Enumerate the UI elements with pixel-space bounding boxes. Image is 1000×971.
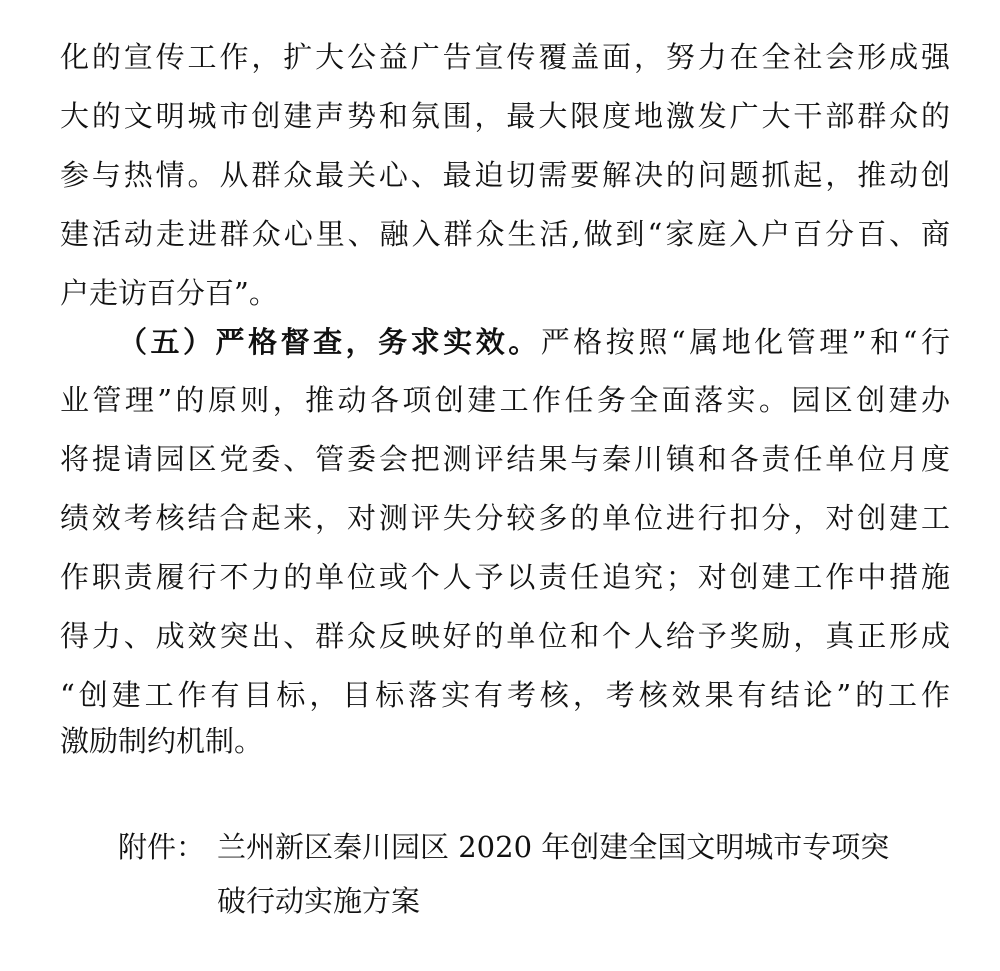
- text-line: 大的文明城市创建声势和氛围，最大限度地激发广大干部群众的: [60, 99, 950, 133]
- attachment-label: 附件：: [118, 830, 206, 864]
- text-line: 户走访百分百”。: [60, 276, 278, 310]
- attachment-title-line-2: 破行动实施方案: [217, 884, 421, 918]
- text-line: “创建工作有目标，目标落实有考核，考核效果有结论”的工作: [60, 678, 950, 712]
- text-line: 得力、成效突出、群众反映好的单位和个人给予奖励，真正形成: [60, 619, 950, 653]
- text-line: 化的宣传工作，扩大公益广告宣传覆盖面，努力在全社会形成强: [60, 40, 950, 74]
- attachment-title-line-1: 兰州新区秦川园区 2020 年创建全国文明城市专项突: [217, 830, 890, 864]
- text-line: 激励制约机制。: [60, 724, 264, 758]
- text-line: 建活动走进群众心里、融入群众生活,做到“家庭入户百分百、商: [60, 217, 950, 251]
- section-heading: （五）严格督查，务求实效。: [118, 325, 541, 359]
- text-line: 作职责履行不力的单位或个人予以责任追究；对创建工作中措施: [60, 560, 950, 594]
- paragraph-first-line: [118, 313, 950, 371]
- text-line: 将提请园区党委、管委会把测评结果与秦川镇和各责任单位月度: [60, 442, 950, 476]
- text-span: 严格按照“属地化管理”和“行: [540, 325, 950, 359]
- text-line: 业管理”的原则，推动各项创建工作任务全面落实。园区创建办: [60, 383, 950, 417]
- text-line: 参与热情。从群众最关心、最迫切需要解决的问题抓起，推动创: [60, 158, 950, 192]
- text-line: 绩效考核结合起来，对测评失分较多的单位进行扣分，对创建工: [60, 501, 950, 535]
